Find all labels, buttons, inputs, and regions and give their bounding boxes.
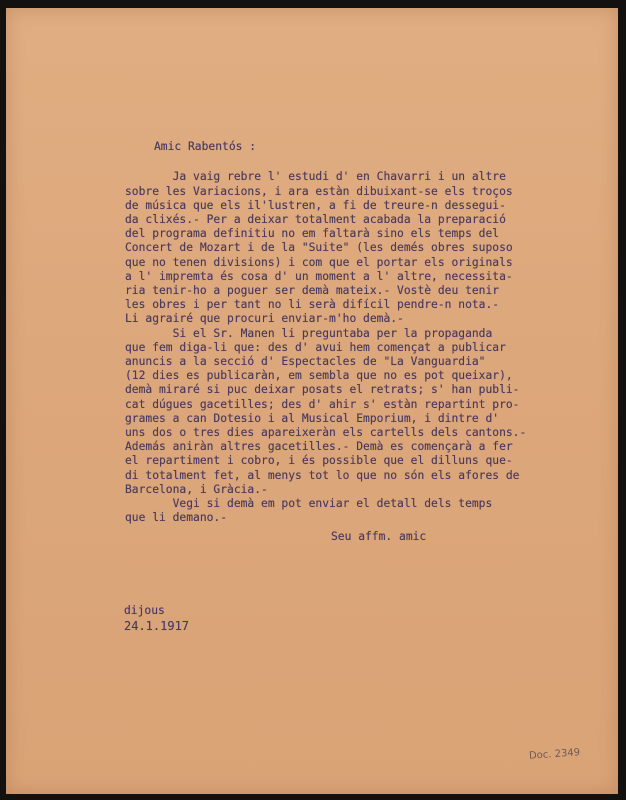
body-line: uns dos o tres dies apareixeràn els cartells dels cantons.- [125,426,527,439]
body-line: grames a can Dotesio i al Musical Emporium, i dintre d' [125,412,500,425]
body-line: sobre les Variacions, i ara estàn dibuixant-se els troços [125,185,513,198]
body-line: Vegi si demà em pot enviar el detall dels temps [125,497,493,510]
body-line: Además aniràn altres gacetilles.- Demà es començarà a fer [125,440,513,453]
body-line: Barcelona, i Gràcia.- [125,483,268,496]
body-line: Li agrairé que procuri enviar-m'ho demà.- [125,312,404,325]
body-line: de música que els il'lustren, a fi de treure-n dessegui- [125,199,506,212]
body-line: ria tenir-ho a poguer ser demà mateix.- Vostè deu tenir [125,284,500,297]
archive-reference: Doc. 2349 [528,747,581,762]
body-line: demà miraré si puc deixar posats el retrats; s' han publi- [125,383,520,396]
salutation: Amic Rabentós : [154,140,257,153]
body-line: les obres i per tant no li serà difícil pendre-n nota.- [125,298,500,311]
body-line: da clixés.- Per a deixar totalment acabada la preparació [125,213,506,226]
body-line: cat dúgues gacetilles; des d' ahir s' estàn repartint pro- [125,398,520,411]
body-line: del programa definitiu no em faltarà sino els temps del [125,227,500,240]
body-line: Ja vaig rebre l' estudi d' en Chavarri i un altre [125,170,506,183]
body-line: di totalment fet, al menys tot lo que no són els afores de [125,469,520,482]
body-line: Concert de Mozart i de la "Suite" (les demés obres suposo [125,241,513,254]
body-line: a l' impremta és cosa d' un moment a l' altre, necessita- [125,270,513,283]
body-line: que li demano.- [125,511,228,524]
body-line: el repartiment i cobro, i és possible que el dilluns que- [125,454,513,467]
date-weekday: dijous [124,604,165,617]
body-line: que no tenen divisions) i com que el portar els originals [125,256,513,269]
closing-signoff: Seu affm. amic [331,530,427,543]
body-line: Si el Sr. Manen li preguntaba per la propaganda [125,327,493,340]
body-line: anuncis a la secció d' Espectacles de "La Vanguardia" [125,355,486,368]
body-line: (12 dies es publicaràn, em sembla que no es pot queixar), [125,369,513,382]
letter-date: 24.1.1917 [124,619,190,633]
body-line: que fem diga-li que: des d' avui hem començat a publicar [125,341,506,354]
